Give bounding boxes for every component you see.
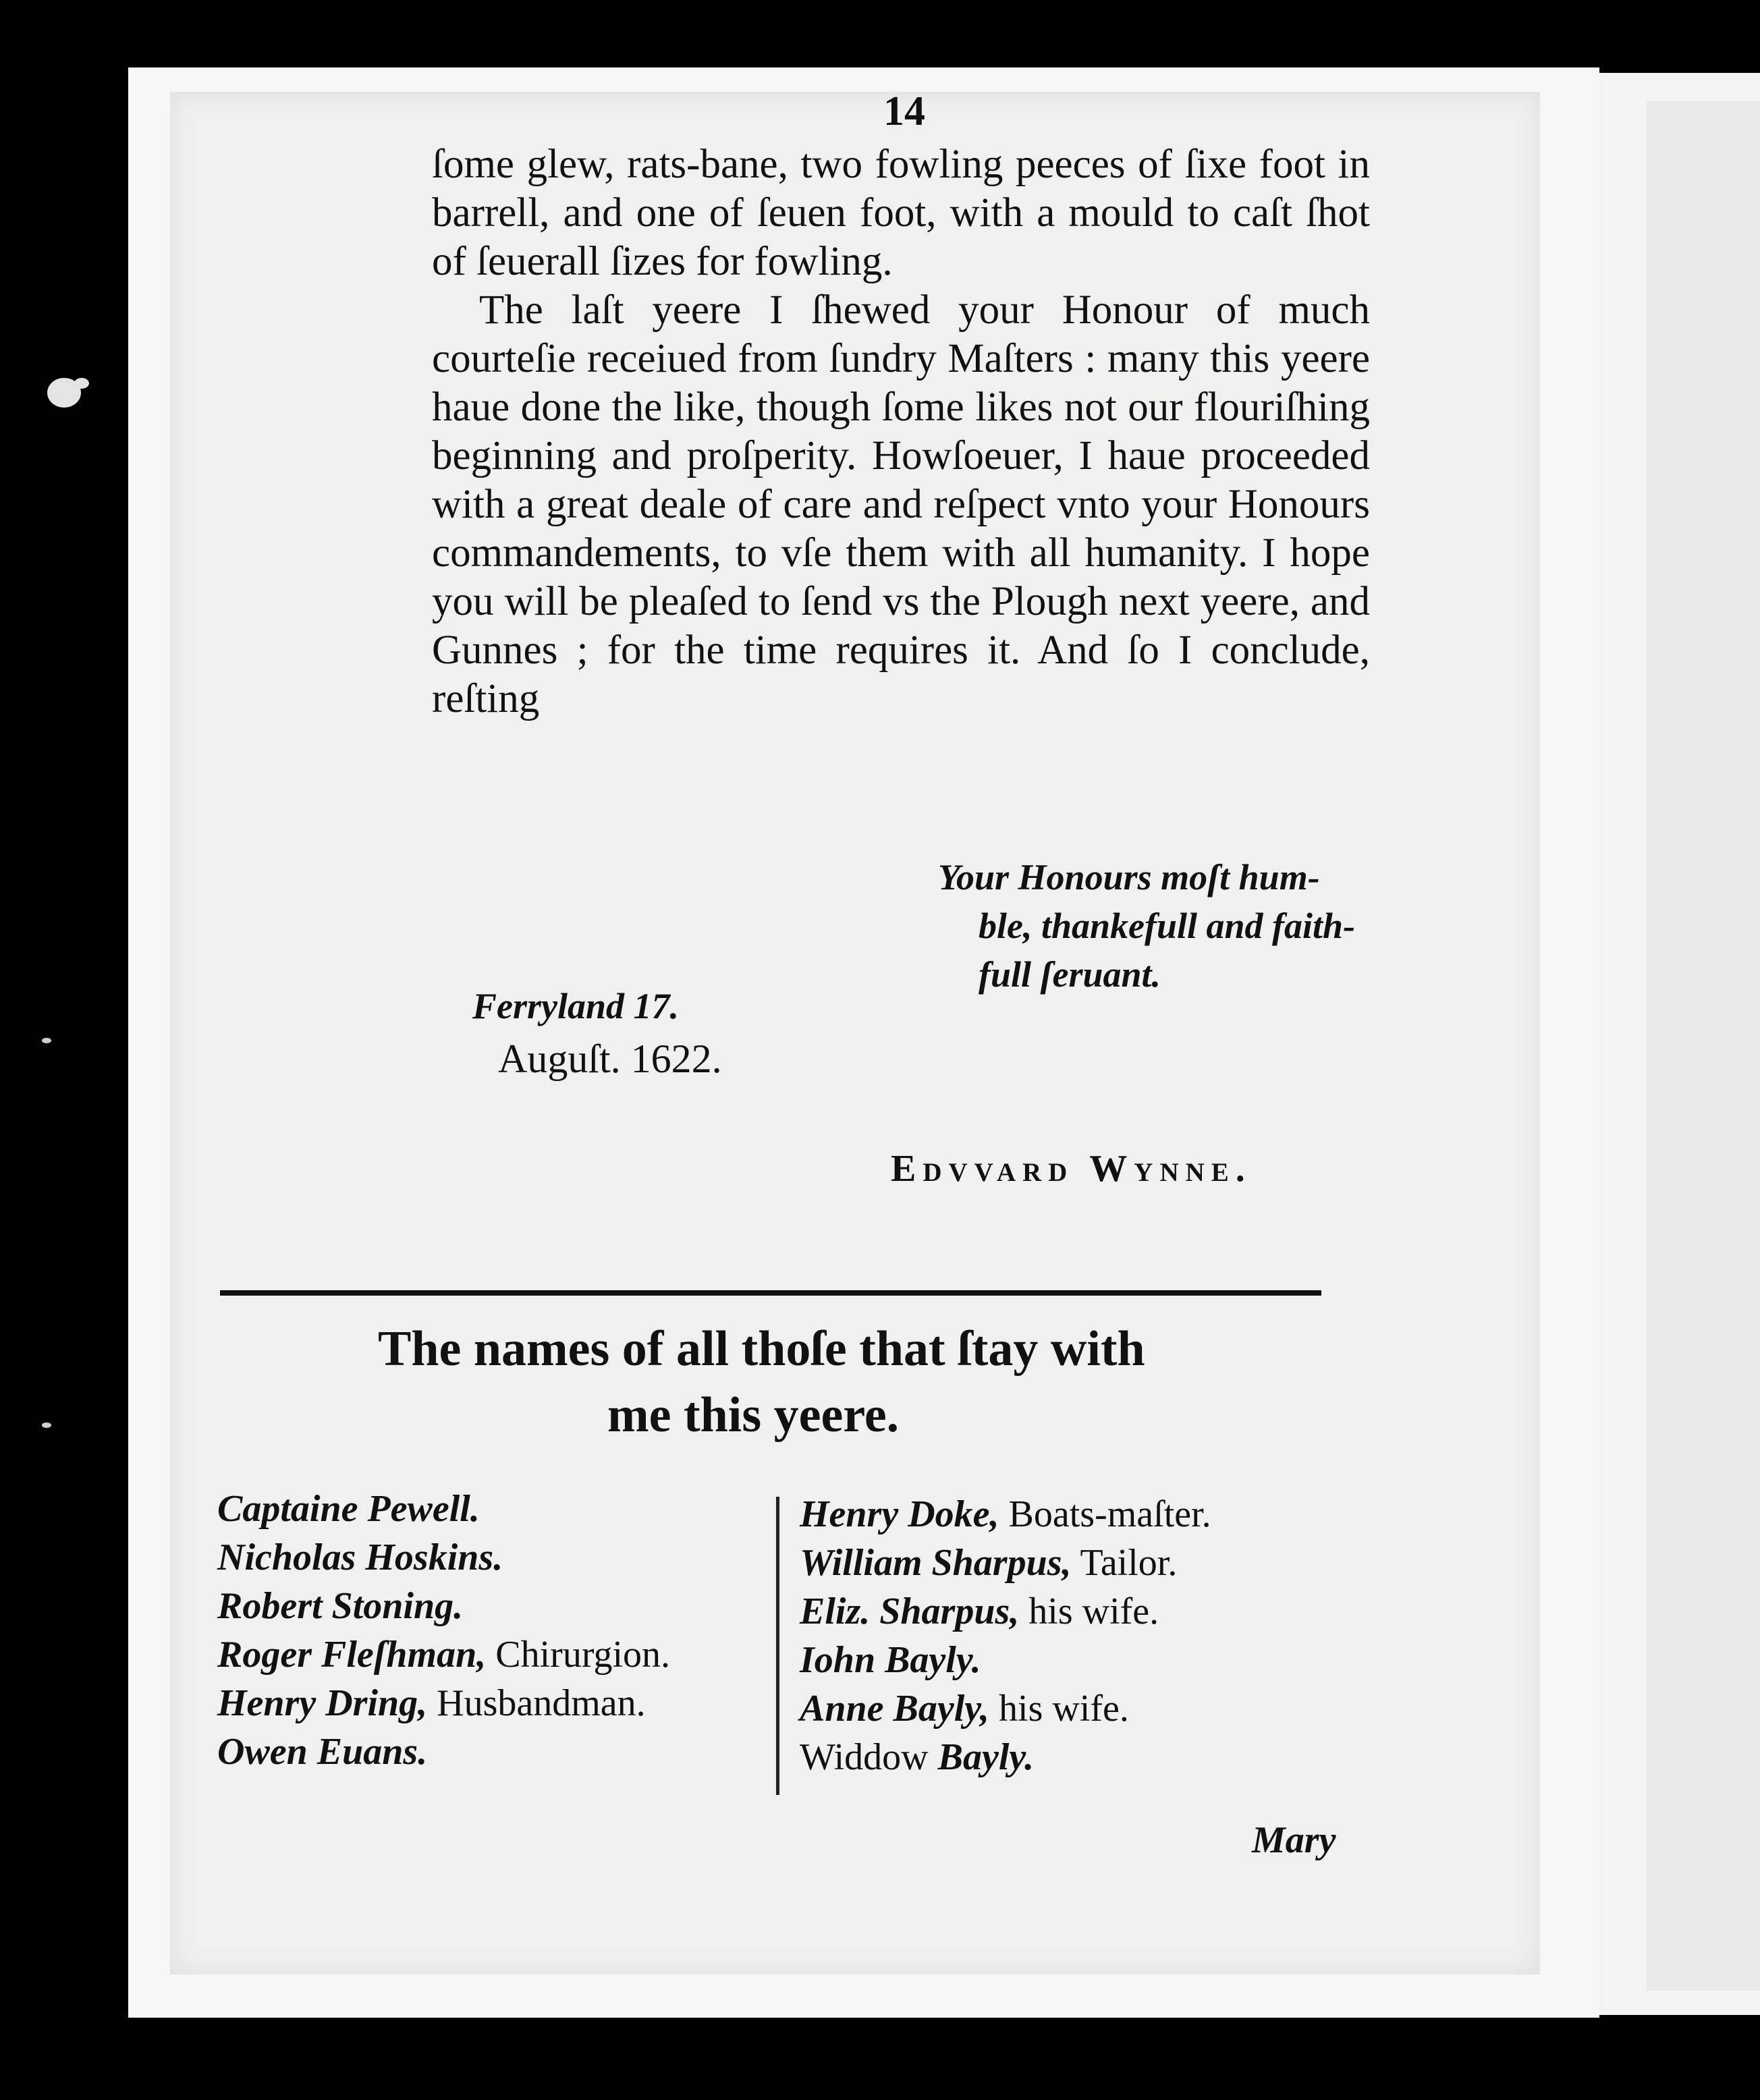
name-entry — [800, 1490, 1407, 1539]
margin-speck — [74, 378, 89, 389]
names-left-column — [217, 1485, 784, 1776]
name-entry — [800, 1636, 1407, 1684]
column-divider — [776, 1497, 779, 1795]
name-entry — [217, 1485, 784, 1533]
person-role: his wife. — [989, 1688, 1129, 1730]
name-entry — [800, 1733, 1407, 1781]
person-role: Tailor. — [1071, 1542, 1178, 1584]
person-role: his wife. — [1019, 1591, 1159, 1632]
letter-place: Ferryland 17. — [472, 986, 680, 1026]
name-entry — [217, 1679, 784, 1728]
horizontal-rule — [220, 1290, 1321, 1296]
body-paragraph: The laſt yeere I ſhewed your Honour of much courteſie receiued from ſundry Maſters : many this yeere haue done the like, though ſome likes not our flouriſhing beginning and proſperity. Howſoeuer, I haue proceeded with a great deale of care and reſpect vnto your Honours commandements, to vſe them with all humanity. I hope you will be pleaſed to ſend vs the Plough next yeere, and Gunnes ; for the time requires it. And ſo I conclude, reſting — [432, 287, 1370, 721]
name-entry — [800, 1684, 1407, 1733]
names-right-column — [800, 1490, 1407, 1781]
name-entry — [217, 1582, 784, 1630]
margin-speck — [42, 1038, 51, 1043]
closing-line: ble, thankefull and faith- — [979, 906, 1356, 946]
person-role: Widdow — [800, 1736, 938, 1778]
name-entry — [800, 1539, 1407, 1587]
person-name: Owen Euans. — [217, 1731, 428, 1773]
body-text — [432, 140, 1370, 723]
list-heading-line: The names of all thoſe that ſtay with — [378, 1321, 1145, 1377]
person-role: Husbandman. — [427, 1682, 646, 1724]
name-entry — [217, 1630, 784, 1679]
person-name: Bayly. — [937, 1736, 1035, 1778]
person-name: Robert Stoning. — [217, 1585, 464, 1627]
name-entry — [800, 1587, 1407, 1636]
page-number: 14 — [883, 88, 925, 134]
adjacent-page-inner — [1647, 101, 1760, 1991]
person-name: Henry Dring, — [217, 1682, 428, 1724]
letter-date: Auguſt. 1622. — [498, 1037, 722, 1081]
closing-line: Your Honours moſt hum- — [938, 857, 1320, 897]
margin-speck — [42, 1422, 51, 1428]
person-role: Chirurgion. — [486, 1634, 671, 1676]
signature: Edvvard Wynne. — [891, 1148, 1252, 1190]
person-name: Roger Fleſhman, — [217, 1634, 487, 1676]
person-name: Henry Doke, — [800, 1493, 999, 1535]
person-name: Nicholas Hoskins. — [217, 1537, 503, 1578]
list-heading-line: me this yeere. — [607, 1387, 900, 1443]
person-name: William Sharpus, — [800, 1542, 1072, 1584]
name-entry — [217, 1728, 784, 1776]
body-paragraph: ſome glew, rats-bane, two fowling peeces of ſixe foot in barrell, and one of ſeuen foot, with a mould to caſt ſhot of ſeuerall ſizes for fowling. — [432, 142, 1370, 284]
closing-line: full ſeruant. — [979, 954, 1161, 995]
person-name: Captaine Pewell. — [217, 1488, 480, 1530]
closing-salutation — [938, 853, 1370, 999]
person-name: Anne Bayly, — [800, 1688, 990, 1730]
person-role: Boats-maſter. — [999, 1493, 1211, 1535]
list-heading — [310, 1316, 1350, 1448]
person-name: Iohn Bayly. — [800, 1639, 981, 1681]
name-entry — [217, 1533, 784, 1582]
catchword: Mary — [1252, 1819, 1336, 1861]
person-name: Eliz. Sharpus, — [800, 1591, 1020, 1632]
